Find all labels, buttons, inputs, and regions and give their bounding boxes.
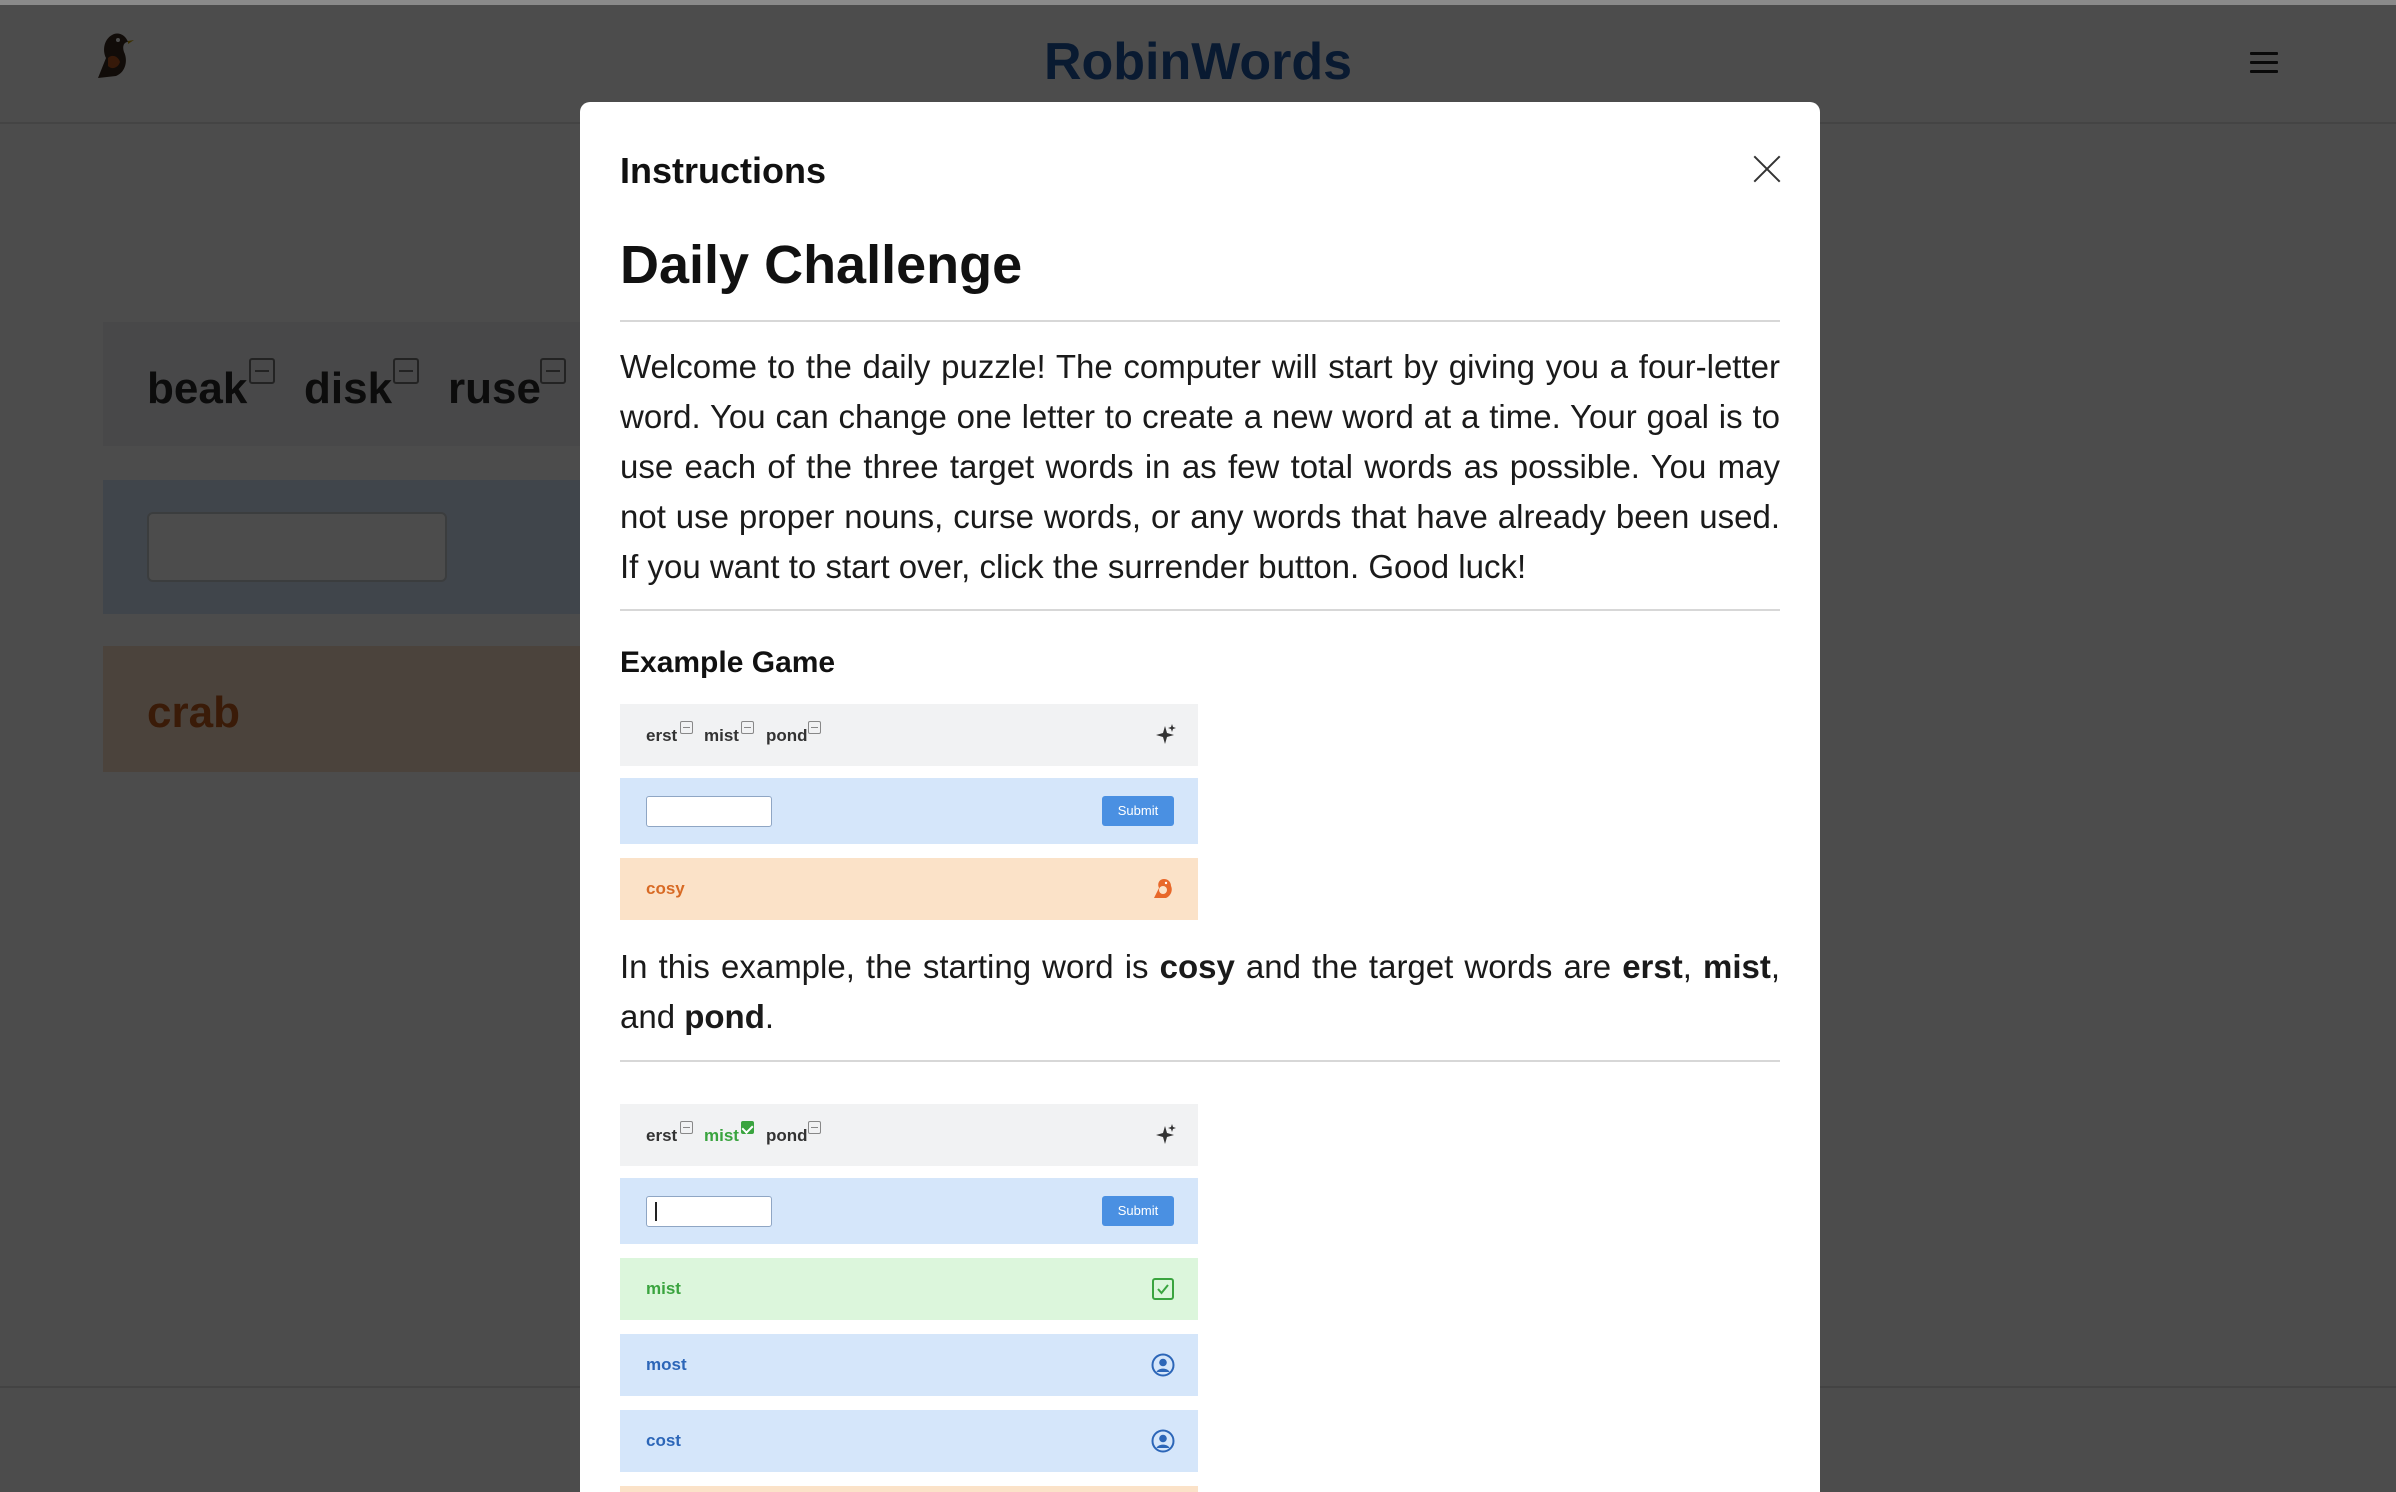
close-icon[interactable] (1752, 154, 1782, 184)
example-explanation (620, 942, 1780, 1042)
text-caret (655, 1202, 657, 1221)
daily-challenge-heading: Daily Challenge (620, 235, 1023, 295)
explanation-text: . (764, 998, 775, 1035)
minus-box-icon (680, 721, 693, 734)
example-word: mist (646, 1279, 681, 1298)
example-word-row (620, 1410, 1198, 1472)
explanation-text: and (620, 998, 685, 1035)
example-word-input (646, 796, 772, 827)
example-word-input (646, 1196, 772, 1227)
sparkle-hint-icon (1152, 722, 1178, 748)
check-box-icon (1150, 1276, 1176, 1302)
explanation-text: and the target words are (1234, 948, 1623, 985)
example-target-word: erst (646, 1126, 678, 1145)
user-circle-icon (1150, 1428, 1176, 1454)
example-submit-button: Submit (1102, 796, 1174, 826)
explanation-target-word: erst (1622, 948, 1683, 985)
explanation-target-word: pond (684, 998, 765, 1035)
explanation-text: , (1682, 948, 1703, 985)
divider (620, 1060, 1780, 1062)
example-word: cost (646, 1431, 681, 1450)
example-game-heading: Example Game (620, 646, 836, 679)
window-top-edge (0, 0, 2396, 5)
example-game-1 (620, 704, 1198, 924)
minus-box-icon (808, 721, 821, 734)
example-submit-button: Submit (1102, 1196, 1174, 1226)
example-target-word: erst (646, 726, 678, 745)
example-targets-row (620, 1104, 1198, 1166)
modal-title: Instructions (620, 150, 827, 191)
example-word-row (620, 1334, 1198, 1396)
robin-start-icon (1150, 876, 1176, 902)
example-word: most (646, 1355, 687, 1374)
explanation-start-word: cosy (1159, 948, 1235, 985)
minus-box-icon (741, 721, 754, 734)
sparkle-hint-icon (1152, 1122, 1178, 1148)
divider (620, 320, 1780, 322)
divider (620, 609, 1780, 611)
example-target-word: pond (766, 726, 808, 745)
example-input-row (620, 778, 1198, 844)
instructions-modal (580, 102, 1820, 1492)
example-targets-row (620, 704, 1198, 766)
example-word-row (620, 1258, 1198, 1320)
explanation-text: , (1770, 948, 1781, 985)
explanation-text: In this example, the starting word is (620, 948, 1160, 985)
example-target-word: pond (766, 1126, 808, 1145)
intro-paragraph: Welcome to the daily puzzle! The computer will start by giving you a four-letter word. You can change one letter to create a new word at a time. Your goal is to use each of the three target words in as few total words as possible. You may not use proper nouns, curse words, or any words that have already been used. If you want to start over, click the surrender button. Good luck! (620, 348, 1780, 585)
example-target-word-completed: mist (704, 1126, 739, 1145)
example-start-word-row (620, 858, 1198, 920)
minus-box-icon (680, 1121, 693, 1134)
example-start-word-row (620, 1486, 1198, 1492)
example-target-word: mist (704, 726, 739, 745)
example-input-row (620, 1178, 1198, 1244)
minus-box-icon (808, 1121, 821, 1134)
user-circle-icon (1150, 1352, 1176, 1378)
check-box-icon (741, 1121, 754, 1134)
explanation-target-word: mist (1702, 948, 1771, 985)
example-start-word: cosy (646, 879, 685, 898)
example-game-2 (620, 1104, 1198, 1492)
